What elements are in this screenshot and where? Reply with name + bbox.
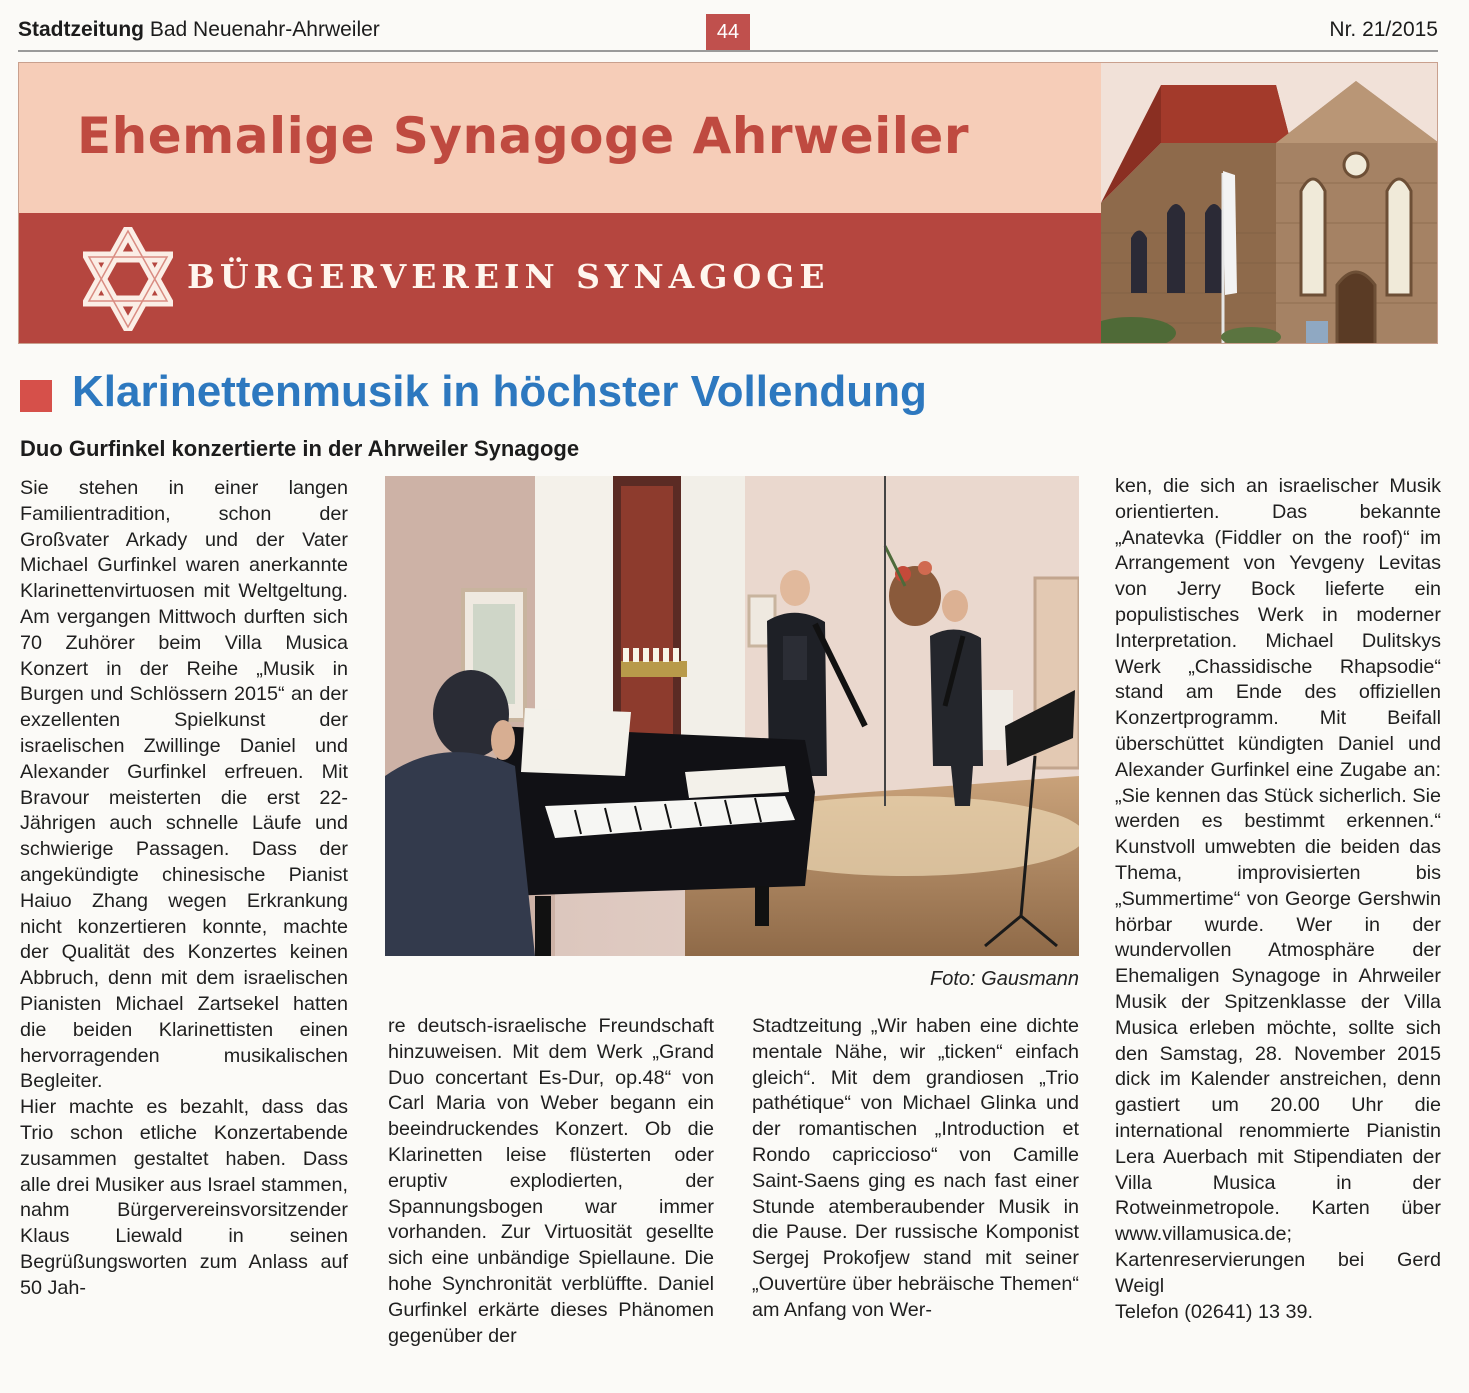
banner-title: Ehemalige Synagoge Ahrweiler [77, 107, 969, 165]
synagogue-building-photo [1101, 63, 1438, 344]
headline-square-icon [20, 380, 52, 412]
publication-name [18, 18, 380, 42]
article-column-1 [20, 476, 348, 1302]
concert-photo [385, 476, 1079, 956]
banner-subtitle: BÜRGERVEREIN SYNAGOGE [187, 257, 830, 296]
article-subheadline: Duo Gurfinkel konzertierte in der Ahrweiler Synagoge [20, 436, 580, 461]
column-4-phone: Telefon (02641) 13 39. [1115, 1300, 1313, 1323]
column-4-paragraph: ken, die sich an israelischer Musik orientierten. Das bekannte „Anatevka (Fiddler on the roof)“ im Arrangement von Yevgeny Levitas von Jerry Bock lieferte ein populistisches Werk in moderner Interpretation. Michael Dulitskys Werk „Chassidische Rhapsodie“ stand am Ende des offiziellen Konzertprogramm. Mit Beifall überschüttet kündigten Daniel und Alexander Gurfinkel eine Zugabe an: „Sie kennen das Stück sicherlich. Sie werden es bestimmt erkennen.“ Kunstvoll umwebten die beiden das Thema, improvisierten bis „Summertime“ von George Gershwin hörbar wurde. Wer in der wundervollen Atmosphäre der Ehemaligen Synagoge in Ahrweiler Musik der Spitzenklasse der Villa Musica erleben möchte, sollte sich den Samstag, 28. November 2015 dick im Kalender anstreichen, denn gastiert um 20.00 Uhr die international renommierte Pianistin Lera Auerbach mit Stipendiaten der Villa Musica in der Rotweinmetropole. Karten über www.villamusica.de; Kartenreservierungen bei Gerd Weigl [1115, 475, 1441, 1297]
photo-credit: Foto: Gausmann [930, 968, 1079, 990]
column-3-paragraph: Stadtzeitung „Wir haben eine dichte mentale Nähe, wir „ticken“ einfach gleich“. Mit dem grandiosen „Trio pathétique“ von Michael Glinka und der romantischen „Introduction et Rondo capriccioso“ von Camille Saint-Saens ging es nach fast einer Stunde atemberaubender Musik in die Pause. Der russische Komponist Sergej Prokofjew stand mit seiner „Ouvertüre über hebräische Themen“ am Anfang von Wer- [752, 1015, 1079, 1321]
headline-text: Klarinettenmusik in höchster Vollendung [72, 367, 927, 416]
article-column-4 [1115, 474, 1441, 1325]
page-number-badge: 44 [706, 14, 750, 50]
publication-name-bold: Stadtzeitung [18, 18, 144, 41]
column-1-paragraph-1: Sie stehen in einer langen Familientradition, schon der Großvater Arkady und der Vater Michael Gurfinkel waren anerkannte Klarinettenvirtuosen mit Weltgeltung. Am vergangen Mittwoch durften sich 70 Zuhörer beim Villa Musica Konzert in der Reihe „Musik in Burgen und Schlössern 2015“ an der exzellenten Spielkunst der israelischen Zwillinge Daniel und Alexander Gurfinkel erfreuen. Mit Bravour meisterten die erst 22-Jährigen auch schnelle Läufe und schwierige Passagen. Dass der angekündigte chinesische Pianist Haiuo Zhang wegen Erkrankung nicht konzertieren konnte, machte der Qualität des Konzertes keinen Abbruch, denn mit dem israelischen Pianisten Michael Zartsekel hatten die beiden Klarinettisten einen hervorragenden musikalischen Begleiter. [20, 477, 348, 1093]
article-column-3 [752, 1014, 1079, 1324]
star-of-david-icon [83, 227, 173, 331]
page-header [18, 14, 1438, 52]
article-column-2 [388, 1014, 714, 1349]
issue-number: Nr. 21/2015 [1329, 18, 1438, 41]
publication-name-city: Bad Neuenahr-Ahrweiler [144, 18, 380, 41]
column-2-paragraph: re deutsch-israelische Freundschaft hinzuweisen. Mit dem Werk „Grand Duo concertant Es-Dur, op.48“ von Carl Maria von Weber begann ein beeindruckendes Konzert. Ob die Klarinetten leise flüsterten oder eruptiv explodierten, der Spannungsbogen war immer vorhanden. Zur Virtuosität gesellte sich eine unbändige Spiellaune. Die hohe Synchronität verblüffte. Daniel Gurfinkel erkärte dieses Phänomen gegenüber der [388, 1015, 714, 1347]
column-1-paragraph-2: Hier machte es bezahlt, dass das Trio schon etliche Konzertabende zusammen gestaltet haben. Dass alle drei Musiker aus Israel stammen, nahm Bürgervereinsvorsitzender Klaus Liewald in seinen Begrüßungsworten zum Anlass auf 50 Jah- [20, 1096, 348, 1299]
section-banner [18, 62, 1438, 344]
